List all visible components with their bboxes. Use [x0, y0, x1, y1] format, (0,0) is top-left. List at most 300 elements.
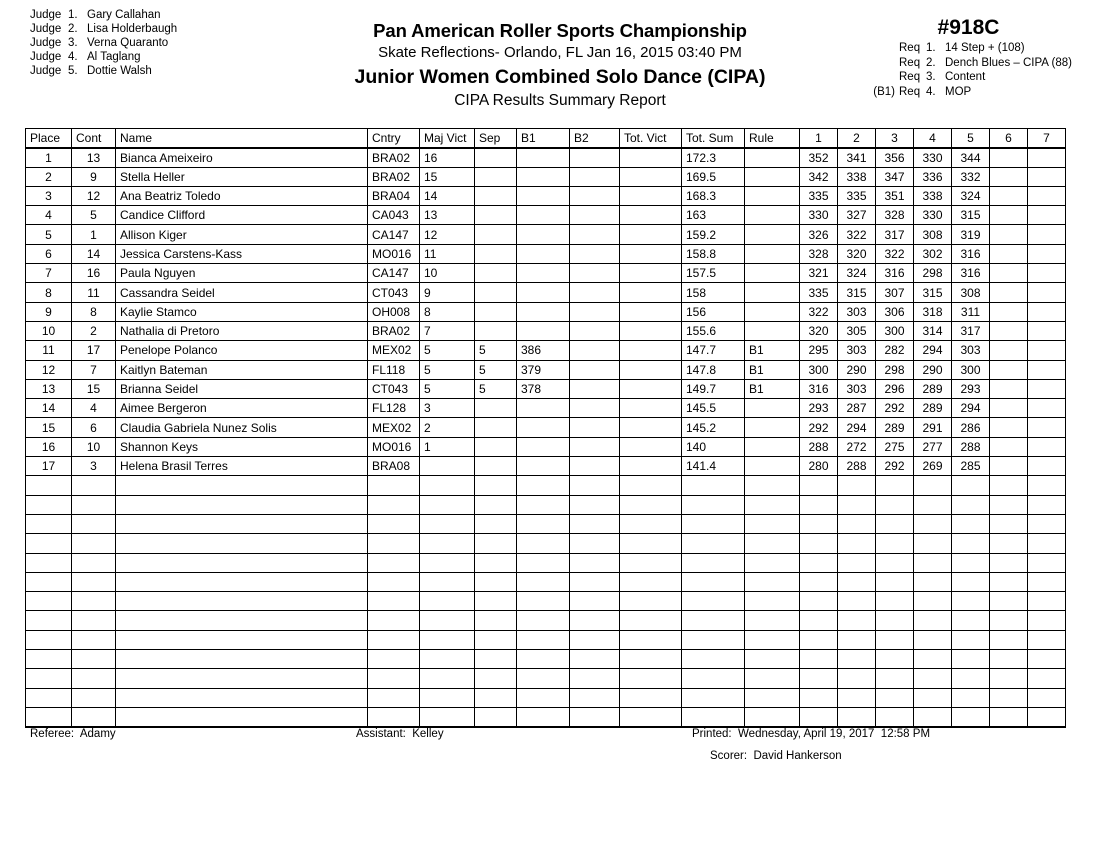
cell-b1-empty	[517, 630, 570, 649]
cell-name: Brianna Seidel	[116, 379, 368, 398]
cell-judge-2-empty	[838, 630, 876, 649]
cell-rule-empty	[745, 630, 800, 649]
cell-judge-5-empty	[952, 707, 990, 726]
cell-place-empty	[26, 669, 72, 688]
cell-maj-vict: 10	[420, 264, 475, 283]
cell-judge-6-empty	[990, 476, 1028, 495]
cell-judge-4: 290	[914, 360, 952, 379]
cell-sep-empty	[475, 650, 517, 669]
cell-judge-5-empty	[952, 534, 990, 553]
column-header-judge-5: 5	[952, 129, 990, 148]
printed-line: Printed: Wednesday, April 19, 2017 12:58 PM	[692, 728, 931, 740]
cell-judge-2-empty	[838, 688, 876, 707]
cell-rule-empty	[745, 707, 800, 726]
cell-name: Nathalia di Pretoro	[116, 321, 368, 340]
table-row-empty[interactable]	[26, 514, 1066, 533]
cell-rule-empty	[745, 669, 800, 688]
cell-cntry: MO016	[368, 437, 420, 456]
cell-judge-1-empty	[800, 572, 838, 591]
table-row-empty[interactable]	[26, 650, 1066, 669]
cell-b2	[570, 457, 620, 476]
cell-judge-1: 326	[800, 225, 838, 244]
cell-name-empty	[116, 514, 368, 533]
cell-judge-5: 285	[952, 457, 990, 476]
cell-maj-vict-empty	[420, 611, 475, 630]
cell-sep	[475, 418, 517, 437]
cell-b1	[517, 437, 570, 456]
cell-place-empty	[26, 688, 72, 707]
cell-judge-2: 303	[838, 302, 876, 321]
cell-cont-empty	[72, 611, 116, 630]
table-header-row	[26, 129, 1066, 148]
cell-cntry-empty	[368, 611, 420, 630]
cell-sep-empty	[475, 572, 517, 591]
column-header-b2: B2	[570, 129, 620, 148]
cell-cntry: CA043	[368, 206, 420, 225]
cell-tot-sum: 149.7	[682, 379, 745, 398]
cell-judge-6	[990, 225, 1028, 244]
cell-judge-4-empty	[914, 592, 952, 611]
cell-place: 13	[26, 379, 72, 398]
cell-judge-4-empty	[914, 495, 952, 514]
cell-rule: B1	[745, 341, 800, 360]
cell-tot-sum: 155.6	[682, 321, 745, 340]
cell-tot-sum-empty	[682, 534, 745, 553]
cell-judge-5-empty	[952, 476, 990, 495]
cell-judge-1: 295	[800, 341, 838, 360]
cell-sep-empty	[475, 476, 517, 495]
cell-judge-5: 286	[952, 418, 990, 437]
cell-tot-sum: 168.3	[682, 186, 745, 205]
cell-b2	[570, 225, 620, 244]
cell-cntry: BRA02	[368, 321, 420, 340]
cell-maj-vict: 5	[420, 360, 475, 379]
cell-name: Shannon Keys	[116, 437, 368, 456]
cell-judge-2: 320	[838, 244, 876, 263]
cell-tot-vict	[620, 379, 682, 398]
cell-judge-2-empty	[838, 553, 876, 572]
cell-cntry: CT043	[368, 283, 420, 302]
cell-place: 8	[26, 283, 72, 302]
requirement-row	[865, 85, 1072, 100]
cell-sep	[475, 283, 517, 302]
cell-judge-6-empty	[990, 592, 1028, 611]
cell-cntry-empty	[368, 553, 420, 572]
cell-judge-3-empty	[876, 495, 914, 514]
cell-judge-1: 320	[800, 321, 838, 340]
cell-rule-empty	[745, 572, 800, 591]
cell-judge-3-empty	[876, 572, 914, 591]
cell-place: 4	[26, 206, 72, 225]
cell-judge-6-empty	[990, 572, 1028, 591]
cell-judge-2-empty	[838, 611, 876, 630]
cell-maj-vict-empty	[420, 592, 475, 611]
cell-place-empty	[26, 572, 72, 591]
cell-sep	[475, 167, 517, 186]
table-row-empty[interactable]	[26, 476, 1066, 495]
cell-judge-1-empty	[800, 592, 838, 611]
cell-judge-7	[1028, 341, 1066, 360]
cell-sep	[475, 264, 517, 283]
cell-rule-empty	[745, 514, 800, 533]
cell-rule	[745, 244, 800, 263]
cell-judge-3-empty	[876, 592, 914, 611]
cell-judge-3-empty	[876, 534, 914, 553]
cell-b1-empty	[517, 553, 570, 572]
cell-cntry-empty	[368, 476, 420, 495]
column-header-judge-4: 4	[914, 129, 952, 148]
cell-judge-1-empty	[800, 553, 838, 572]
cell-sep	[475, 206, 517, 225]
cell-tot-vict	[620, 437, 682, 456]
cell-judge-7	[1028, 437, 1066, 456]
cell-judge-5-empty	[952, 669, 990, 688]
cell-rule: B1	[745, 360, 800, 379]
cell-place-empty	[26, 611, 72, 630]
cell-sep	[475, 225, 517, 244]
cell-sep	[475, 437, 517, 456]
table-row-empty[interactable]	[26, 592, 1066, 611]
cell-judge-5: 308	[952, 283, 990, 302]
cell-place: 15	[26, 418, 72, 437]
cell-judge-5-empty	[952, 688, 990, 707]
column-header-rule: Rule	[745, 129, 800, 148]
table-row-empty[interactable]	[26, 611, 1066, 630]
cell-place: 9	[26, 302, 72, 321]
table-row-empty[interactable]	[26, 630, 1066, 649]
cell-judge-4: 338	[914, 186, 952, 205]
cell-cont: 4	[72, 399, 116, 418]
event-number: #918C	[937, 16, 1000, 39]
cell-cont-empty	[72, 553, 116, 572]
cell-place: 3	[26, 186, 72, 205]
cell-cntry-empty	[368, 650, 420, 669]
column-header-maj-vict: Maj Vict	[420, 129, 475, 148]
cell-tot-sum: 163	[682, 206, 745, 225]
cell-judge-1: 321	[800, 264, 838, 283]
table-body	[26, 148, 1066, 727]
cell-b2-empty	[570, 611, 620, 630]
cell-judge-4-empty	[914, 611, 952, 630]
cell-name: Kaitlyn Bateman	[116, 360, 368, 379]
cell-judge-6	[990, 264, 1028, 283]
cell-cont-empty	[72, 707, 116, 726]
cell-judge-3-empty	[876, 553, 914, 572]
cell-b2	[570, 341, 620, 360]
cell-judge-6-empty	[990, 534, 1028, 553]
cell-judge-6-empty	[990, 707, 1028, 726]
column-header-judge-2: 2	[838, 129, 876, 148]
cell-judge-7	[1028, 206, 1066, 225]
cell-sep: 5	[475, 360, 517, 379]
requirements-panel	[865, 16, 1072, 99]
cell-judge-3: 292	[876, 457, 914, 476]
cell-judge-6	[990, 302, 1028, 321]
cell-judge-2-empty	[838, 707, 876, 726]
column-header-judge-3: 3	[876, 129, 914, 148]
cell-tot-vict-empty	[620, 650, 682, 669]
cell-judge-1: 288	[800, 437, 838, 456]
cell-judge-3: 356	[876, 148, 914, 167]
table-row[interactable]	[26, 379, 1066, 398]
cell-b2	[570, 167, 620, 186]
cell-cntry: BRA08	[368, 457, 420, 476]
cell-maj-vict: 7	[420, 321, 475, 340]
cell-judge-1-empty	[800, 669, 838, 688]
cell-place-empty	[26, 553, 72, 572]
results-table	[25, 128, 1066, 728]
column-header-name: Name	[116, 129, 368, 148]
cell-b1	[517, 399, 570, 418]
cell-name: Paula Nguyen	[116, 264, 368, 283]
cell-judge-5-empty	[952, 553, 990, 572]
cell-judge-2: 288	[838, 457, 876, 476]
cell-judge-4: 277	[914, 437, 952, 456]
cell-name-empty	[116, 611, 368, 630]
cell-b1-empty	[517, 669, 570, 688]
cell-judge-6	[990, 167, 1028, 186]
cell-judge-6	[990, 283, 1028, 302]
cell-judge-1: 352	[800, 148, 838, 167]
cell-judge-7-empty	[1028, 688, 1066, 707]
cell-judge-2-empty	[838, 495, 876, 514]
cell-maj-vict-empty	[420, 495, 475, 514]
cell-tot-sum: 141.4	[682, 457, 745, 476]
requirement-number: 3.	[926, 71, 936, 84]
table-row[interactable]	[26, 321, 1066, 340]
cell-name: Jessica Carstens-Kass	[116, 244, 368, 263]
table-row[interactable]	[26, 225, 1066, 244]
cell-judge-2: 290	[838, 360, 876, 379]
cell-place: 17	[26, 457, 72, 476]
cell-b1: 379	[517, 360, 570, 379]
cell-judge-5: 319	[952, 225, 990, 244]
cell-name-empty	[116, 688, 368, 707]
cell-tot-vict	[620, 399, 682, 418]
table-row[interactable]	[26, 148, 1066, 167]
judge-row	[30, 22, 177, 36]
cell-tot-vict-empty	[620, 534, 682, 553]
judge-number: 4.	[68, 51, 78, 64]
cell-rule	[745, 437, 800, 456]
cell-judge-7	[1028, 302, 1066, 321]
cell-place: 2	[26, 167, 72, 186]
cell-sep-empty	[475, 495, 517, 514]
cell-rule	[745, 321, 800, 340]
column-header-judge-1: 1	[800, 129, 838, 148]
table-row-empty[interactable]	[26, 572, 1066, 591]
cell-b1-empty	[517, 572, 570, 591]
column-header-sep: Sep	[475, 129, 517, 148]
cell-judge-3: 275	[876, 437, 914, 456]
cell-sep-empty	[475, 669, 517, 688]
cell-judge-4-empty	[914, 650, 952, 669]
table-row-empty[interactable]	[26, 707, 1066, 726]
table-row[interactable]	[26, 283, 1066, 302]
cell-judge-2: 327	[838, 206, 876, 225]
cell-judge-2: 303	[838, 341, 876, 360]
cell-judge-4: 336	[914, 167, 952, 186]
cell-judge-3: 300	[876, 321, 914, 340]
table-row[interactable]	[26, 399, 1066, 418]
table-row[interactable]	[26, 186, 1066, 205]
cell-judge-6	[990, 341, 1028, 360]
cell-judge-2: 272	[838, 437, 876, 456]
cell-sep-empty	[475, 611, 517, 630]
cell-sep-empty	[475, 553, 517, 572]
cell-name-empty	[116, 650, 368, 669]
cell-sep	[475, 244, 517, 263]
table-row[interactable]	[26, 457, 1066, 476]
cell-judge-1: 330	[800, 206, 838, 225]
cell-place-empty	[26, 534, 72, 553]
table-row[interactable]	[26, 341, 1066, 360]
table-header	[26, 129, 1066, 148]
cell-rule: B1	[745, 379, 800, 398]
cell-rule-empty	[745, 553, 800, 572]
table-row-empty[interactable]	[26, 495, 1066, 514]
judge-label: Judge	[30, 65, 62, 78]
cell-judge-6	[990, 457, 1028, 476]
table-row-empty[interactable]	[26, 688, 1066, 707]
cell-tot-sum: 172.3	[682, 148, 745, 167]
cell-judge-3: 298	[876, 360, 914, 379]
table-row-empty[interactable]	[26, 534, 1066, 553]
cell-cont: 11	[72, 283, 116, 302]
cell-sep-empty	[475, 688, 517, 707]
cell-name: Kaylie Stamco	[116, 302, 368, 321]
cell-tot-vict	[620, 264, 682, 283]
cell-judge-1: 316	[800, 379, 838, 398]
requirement-label: Req	[899, 85, 921, 98]
cell-name-empty	[116, 495, 368, 514]
cell-tot-sum-empty	[682, 669, 745, 688]
cell-rule-empty	[745, 476, 800, 495]
table-row[interactable]	[26, 360, 1066, 379]
cell-tot-vict-empty	[620, 514, 682, 533]
judges-panel	[30, 8, 177, 78]
cell-name: Claudia Gabriela Nunez Solis	[116, 418, 368, 437]
cell-judge-2-empty	[838, 650, 876, 669]
cell-rule	[745, 399, 800, 418]
cell-judge-6	[990, 399, 1028, 418]
table-row[interactable]	[26, 437, 1066, 456]
cell-sep	[475, 321, 517, 340]
cell-judge-4: 330	[914, 206, 952, 225]
cell-b1-empty	[517, 514, 570, 533]
table-row[interactable]	[26, 206, 1066, 225]
cell-tot-sum: 147.7	[682, 341, 745, 360]
cell-judge-3-empty	[876, 514, 914, 533]
cell-judge-5: 344	[952, 148, 990, 167]
cell-name-empty	[116, 707, 368, 726]
cell-judge-3-empty	[876, 611, 914, 630]
cell-name-empty	[116, 534, 368, 553]
cell-judge-7	[1028, 186, 1066, 205]
cell-judge-6-empty	[990, 630, 1028, 649]
cell-cntry: MEX02	[368, 341, 420, 360]
cell-b1	[517, 225, 570, 244]
cell-rule-empty	[745, 534, 800, 553]
cell-cont-empty	[72, 688, 116, 707]
cell-rule-empty	[745, 611, 800, 630]
cell-b1-empty	[517, 534, 570, 553]
cell-judge-4: 298	[914, 264, 952, 283]
requirement-row	[865, 70, 1072, 85]
table-row[interactable]	[26, 302, 1066, 321]
cell-b1	[517, 148, 570, 167]
column-header-place: Place	[26, 129, 72, 148]
cell-judge-6-empty	[990, 553, 1028, 572]
cell-judge-3: 317	[876, 225, 914, 244]
cell-judge-2-empty	[838, 514, 876, 533]
cell-judge-3: 351	[876, 186, 914, 205]
cell-b2-empty	[570, 669, 620, 688]
report-subtitle: CIPA Results Summary Report	[454, 92, 666, 109]
cell-maj-vict-empty	[420, 534, 475, 553]
cell-judge-2: 294	[838, 418, 876, 437]
cell-b2-empty	[570, 476, 620, 495]
cell-tot-vict	[620, 457, 682, 476]
cell-cntry-empty	[368, 669, 420, 688]
cell-judge-3-empty	[876, 688, 914, 707]
cell-judge-3-empty	[876, 476, 914, 495]
cell-cntry: MO016	[368, 244, 420, 263]
cell-b2	[570, 206, 620, 225]
cell-b1-empty	[517, 650, 570, 669]
cell-judge-4-empty	[914, 572, 952, 591]
cell-judge-6	[990, 206, 1028, 225]
cell-judge-4-empty	[914, 534, 952, 553]
cell-judge-4-empty	[914, 669, 952, 688]
cell-tot-sum: 158	[682, 283, 745, 302]
cell-sep-empty	[475, 630, 517, 649]
cell-maj-vict: 3	[420, 399, 475, 418]
cell-tot-sum: 147.8	[682, 360, 745, 379]
table-row[interactable]	[26, 264, 1066, 283]
cell-judge-6-empty	[990, 669, 1028, 688]
cell-judge-2: 303	[838, 379, 876, 398]
cell-tot-sum-empty	[682, 572, 745, 591]
cell-judge-7	[1028, 264, 1066, 283]
table-row-empty[interactable]	[26, 553, 1066, 572]
judge-label: Judge	[30, 9, 62, 21]
cell-rule	[745, 148, 800, 167]
cell-b2	[570, 379, 620, 398]
cell-cntry-empty	[368, 688, 420, 707]
cell-judge-7-empty	[1028, 476, 1066, 495]
cell-tot-vict	[620, 321, 682, 340]
cell-cont: 2	[72, 321, 116, 340]
judge-number: 1.	[68, 9, 78, 21]
cell-judge-2: 341	[838, 148, 876, 167]
table-row[interactable]	[26, 418, 1066, 437]
cell-maj-vict-empty	[420, 630, 475, 649]
cell-rule	[745, 283, 800, 302]
cell-b1	[517, 457, 570, 476]
cell-tot-vict-empty	[620, 553, 682, 572]
cell-tot-sum-empty	[682, 630, 745, 649]
cell-b2-empty	[570, 514, 620, 533]
cell-b1-empty	[517, 495, 570, 514]
cell-tot-sum-empty	[682, 553, 745, 572]
table-row[interactable]	[26, 167, 1066, 186]
cell-b2-empty	[570, 495, 620, 514]
cell-judge-2: 315	[838, 283, 876, 302]
table-row-empty[interactable]	[26, 669, 1066, 688]
table-row[interactable]	[26, 244, 1066, 263]
cell-tot-vict	[620, 302, 682, 321]
